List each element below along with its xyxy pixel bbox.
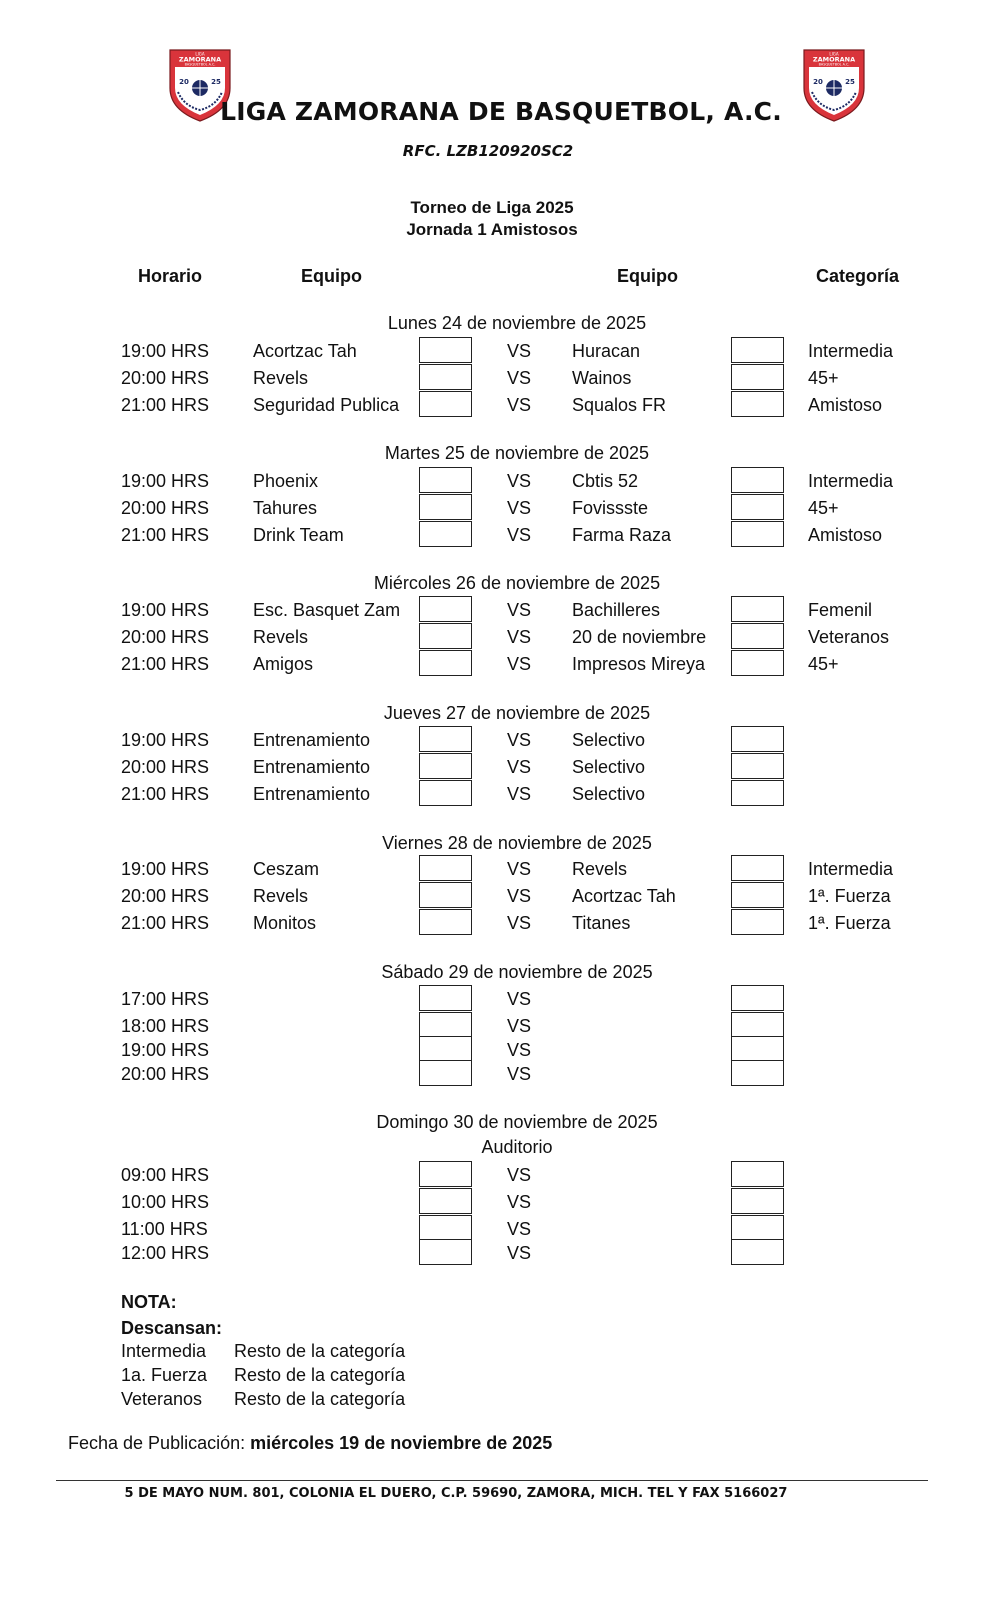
game-category: 1ª. Fuerza <box>808 913 891 933</box>
score-box-away <box>731 494 784 520</box>
vs-label: VS <box>507 627 532 647</box>
team-away: Huracan <box>572 341 641 361</box>
vs-label: VS <box>507 1016 532 1036</box>
vs-label: VS <box>507 757 532 777</box>
team-home: Esc. Basquet Zam <box>253 600 401 620</box>
rest-title: Descansan: <box>121 1318 223 1338</box>
rest-text: Resto de la categoría <box>234 1389 406 1409</box>
game-time: 18:00 HRS <box>121 1016 210 1036</box>
score-box-away <box>731 1036 784 1062</box>
svg-text:BASQUETBOL A.C.: BASQUETBOL A.C. <box>184 62 216 67</box>
svg-text:25: 25 <box>211 78 221 86</box>
publication-date <box>68 1433 552 1454</box>
round-name: Jornada 1 Amistosos <box>406 220 578 239</box>
score-box-away <box>731 855 784 881</box>
score-box-home <box>419 391 472 417</box>
vs-label: VS <box>507 1064 532 1084</box>
team-home: Amigos <box>253 654 314 674</box>
score-box-away <box>731 882 784 908</box>
game-time: 21:00 HRS <box>121 395 210 415</box>
score-box-away <box>731 985 784 1011</box>
day-title: Sábado 29 de noviembre de 2025 <box>381 962 653 982</box>
team-away: Selectivo <box>572 757 646 777</box>
vs-label: VS <box>507 913 532 933</box>
svg-text:ZAMORANA: ZAMORANA <box>178 55 222 64</box>
game-time: 20:00 HRS <box>121 368 210 388</box>
vs-label: VS <box>507 1219 532 1239</box>
day-title: Viernes 28 de noviembre de 2025 <box>382 833 652 853</box>
score-box-home <box>419 726 472 752</box>
game-time: 17:00 HRS <box>121 989 210 1009</box>
game-category: 45+ <box>808 368 839 388</box>
team-home: Tahures <box>253 498 318 518</box>
game-time: 19:00 HRS <box>121 471 210 491</box>
day-title: Lunes 24 de noviembre de 2025 <box>387 313 647 333</box>
score-box-away <box>731 1161 784 1187</box>
team-home: Entrenamiento <box>253 730 371 750</box>
game-time: 21:00 HRS <box>121 784 210 804</box>
publication-value: miércoles 19 de noviembre de 2025 <box>250 1433 553 1453</box>
score-box-away <box>731 596 784 622</box>
svg-text:25: 25 <box>845 78 855 86</box>
score-box-home <box>419 882 472 908</box>
day-title: Miércoles 26 de noviembre de 2025 <box>373 573 661 593</box>
score-box-away <box>731 726 784 752</box>
rest-category: 1a. Fuerza <box>121 1365 208 1385</box>
score-box-away <box>731 909 784 935</box>
game-category: Intermedia <box>808 471 894 491</box>
score-box-away <box>731 623 784 649</box>
rest-text: Resto de la categoría <box>234 1341 406 1361</box>
score-box-home <box>419 1161 472 1187</box>
game-time: 19:00 HRS <box>121 1040 210 1060</box>
vs-label: VS <box>507 525 532 545</box>
team-home: Seguridad Publica <box>253 395 400 415</box>
day-title: Domingo 30 de noviembre de 2025 <box>376 1112 658 1132</box>
team-away: Fovissste <box>572 498 649 518</box>
team-away: Impresos Mireya <box>572 654 706 674</box>
team-away: Acortzac Tah <box>572 886 676 906</box>
score-box-home <box>419 780 472 806</box>
score-box-home <box>419 1239 472 1265</box>
game-time: 19:00 HRS <box>121 600 210 620</box>
game-time: 11:00 HRS <box>121 1219 208 1239</box>
team-home: Revels <box>253 368 309 388</box>
game-time: 09:00 HRS <box>121 1165 210 1185</box>
team-home: Drink Team <box>253 525 344 545</box>
vs-label: VS <box>507 498 532 518</box>
vs-label: VS <box>507 784 532 804</box>
score-box-away <box>731 391 784 417</box>
svg-text:LIGA: LIGA <box>195 51 205 57</box>
vs-label: VS <box>507 1165 532 1185</box>
note-title: NOTA: <box>121 1292 177 1312</box>
svg-text:20: 20 <box>179 78 189 86</box>
team-away: Farma Raza <box>572 525 672 545</box>
score-box-home <box>419 1036 472 1062</box>
score-box-away <box>731 1215 784 1241</box>
game-time: 20:00 HRS <box>121 886 210 906</box>
score-box-away <box>731 521 784 547</box>
score-box-home <box>419 855 472 881</box>
score-box-home <box>419 909 472 935</box>
svg-text:20: 20 <box>813 78 823 86</box>
team-home: Ceszam <box>253 859 320 879</box>
vs-label: VS <box>507 341 532 361</box>
score-box-away <box>731 650 784 676</box>
team-home: Revels <box>253 627 309 647</box>
score-box-away <box>731 1060 784 1086</box>
column-header-team2: Equipo <box>617 266 678 286</box>
game-category: 45+ <box>808 498 839 518</box>
team-home: Revels <box>253 886 309 906</box>
vs-label: VS <box>507 600 532 620</box>
game-time: 19:00 HRS <box>121 859 210 879</box>
vs-label: VS <box>507 859 532 879</box>
vs-label: VS <box>507 1040 532 1060</box>
score-box-home <box>419 1215 472 1241</box>
column-header-category: Categoría <box>816 266 900 286</box>
score-box-home <box>419 364 472 390</box>
game-time: 20:00 HRS <box>121 627 210 647</box>
score-box-home <box>419 1060 472 1086</box>
vs-label: VS <box>507 989 532 1009</box>
game-time: 10:00 HRS <box>121 1192 210 1212</box>
publication-label: Fecha de Publicación: <box>68 1433 246 1453</box>
score-box-away <box>731 467 784 493</box>
team-away: Cbtis 52 <box>572 471 639 491</box>
team-away: Revels <box>572 859 628 879</box>
game-time: 12:00 HRS <box>121 1243 210 1263</box>
vs-label: VS <box>507 886 532 906</box>
venue-title: Auditorio <box>481 1137 553 1157</box>
vs-label: VS <box>507 395 532 415</box>
game-category: 1ª. Fuerza <box>808 886 891 906</box>
score-box-home <box>419 467 472 493</box>
score-box-away <box>731 364 784 390</box>
team-home: Phoenix <box>253 471 319 491</box>
rest-category: Intermedia <box>121 1341 207 1361</box>
team-away: 20 de noviembre <box>572 627 707 647</box>
rest-text: Resto de la categoría <box>234 1365 406 1385</box>
svg-text:ZAMORANA: ZAMORANA <box>812 55 856 64</box>
game-time: 20:00 HRS <box>121 757 210 777</box>
game-category: 45+ <box>808 654 839 674</box>
score-box-away <box>731 753 784 779</box>
score-box-home <box>419 521 472 547</box>
score-box-home <box>419 1188 472 1214</box>
game-time: 19:00 HRS <box>121 341 210 361</box>
vs-label: VS <box>507 730 532 750</box>
tournament-name: Torneo de Liga 2025 <box>410 198 574 217</box>
game-time: 20:00 HRS <box>121 1064 210 1084</box>
vs-label: VS <box>507 1192 532 1212</box>
game-category: Femenil <box>808 600 873 620</box>
svg-text:BASQUETBOL A.C.: BASQUETBOL A.C. <box>818 62 850 67</box>
team-home: Entrenamiento <box>253 784 371 804</box>
vs-label: VS <box>507 654 532 674</box>
day-title: Martes 25 de noviembre de 2025 <box>384 443 650 463</box>
column-header-time: Horario <box>138 266 203 286</box>
score-box-away <box>731 1012 784 1038</box>
team-home: Entrenamiento <box>253 757 371 777</box>
game-category: Intermedia <box>808 859 894 879</box>
score-box-away <box>731 1239 784 1265</box>
rest-category: Veteranos <box>121 1389 203 1409</box>
score-box-away <box>731 780 784 806</box>
game-category: Amistoso <box>808 525 883 545</box>
column-header-team1: Equipo <box>301 266 362 286</box>
vs-label: VS <box>507 471 532 491</box>
score-box-home <box>419 494 472 520</box>
team-home: Monitos <box>253 913 317 933</box>
svg-text:LIGA: LIGA <box>829 51 839 57</box>
team-away: Selectivo <box>572 730 646 750</box>
game-time: 21:00 HRS <box>121 654 210 674</box>
game-time: 21:00 HRS <box>121 913 210 933</box>
day-title: Jueves 27 de noviembre de 2025 <box>383 703 651 723</box>
org-name: LIGA ZAMORANA DE BASQUETBOL, A.C. <box>220 97 782 126</box>
team-away: Squalos FR <box>572 395 667 415</box>
game-time: 20:00 HRS <box>121 498 210 518</box>
game-category: Veteranos <box>808 627 890 647</box>
game-category: Amistoso <box>808 395 883 415</box>
vs-label: VS <box>507 368 532 388</box>
team-away: Selectivo <box>572 784 646 804</box>
game-category: Intermedia <box>808 341 894 361</box>
game-time: 19:00 HRS <box>121 730 210 750</box>
footer-address: 5 DE MAYO NUM. 801, COLONIA EL DUERO, C.P. 59690, ZAMORA, MICH. TEL Y FAX 5166027 <box>124 1486 788 1501</box>
team-away: Bachilleres <box>572 600 661 620</box>
score-box-home <box>419 337 472 363</box>
score-box-away <box>731 1188 784 1214</box>
score-box-home <box>419 1012 472 1038</box>
score-box-home <box>419 753 472 779</box>
team-away: Wainos <box>572 368 632 388</box>
rfc-number: RFC. LZB120920SC2 <box>402 142 574 160</box>
score-box-home <box>419 985 472 1011</box>
score-box-away <box>731 337 784 363</box>
score-box-home <box>419 596 472 622</box>
footer-divider <box>56 1480 928 1481</box>
score-box-home <box>419 623 472 649</box>
team-home: Acortzac Tah <box>253 341 357 361</box>
vs-label: VS <box>507 1243 532 1263</box>
team-away: Titanes <box>572 913 631 933</box>
game-time: 21:00 HRS <box>121 525 210 545</box>
score-box-home <box>419 650 472 676</box>
